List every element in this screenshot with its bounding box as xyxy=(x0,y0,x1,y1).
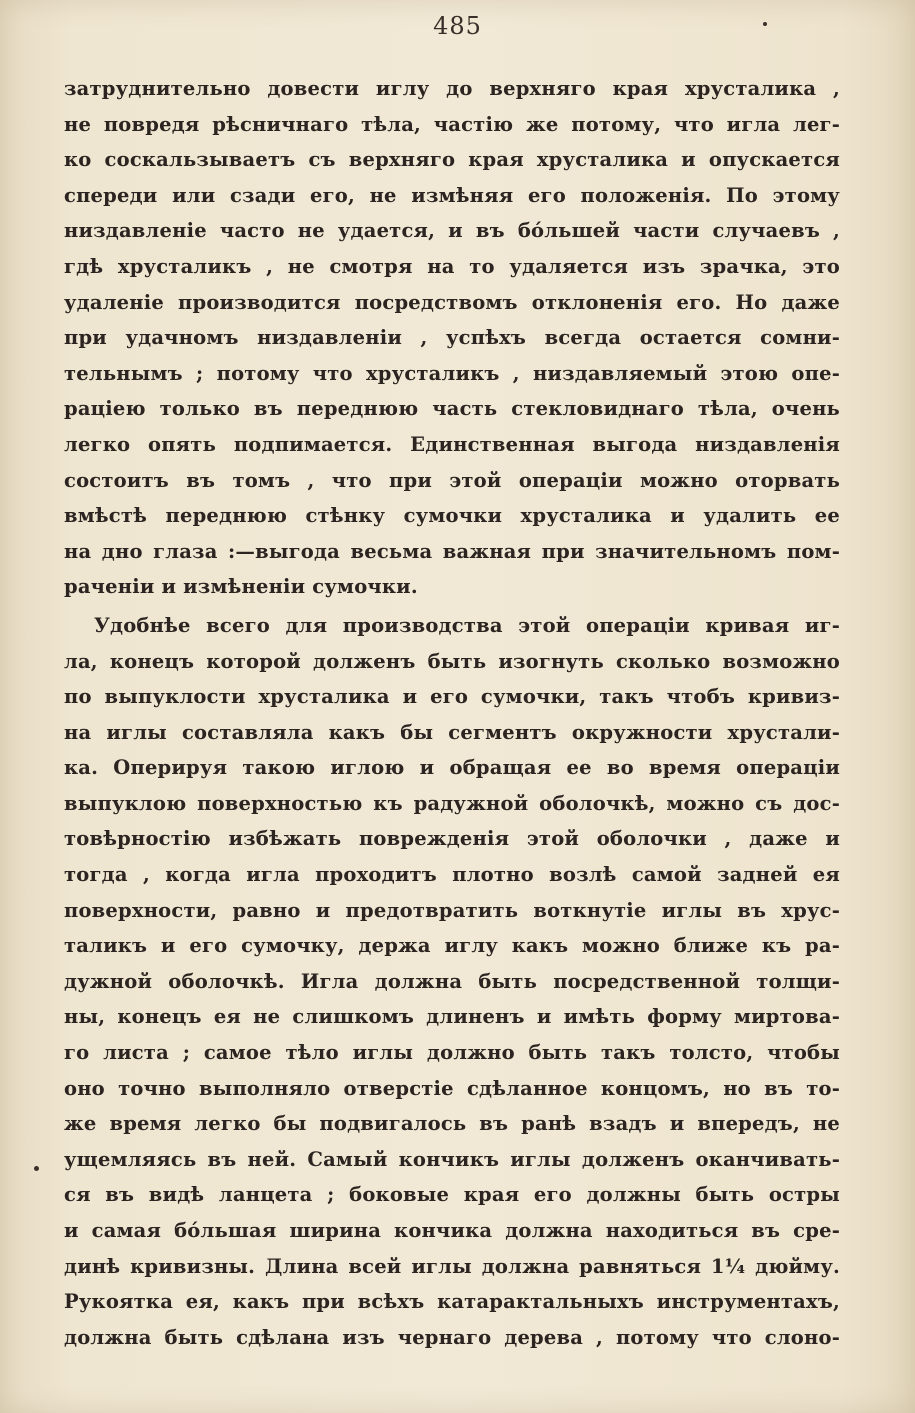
text-line: должна быть сдѣлана изъ чернаго дерева , потому что слоно- xyxy=(64,1325,840,1349)
text-line: раченіи и измѣненіи сумочки. xyxy=(64,575,418,599)
text-line: ла, конецъ которой долженъ быть изогнуть сколько возможно xyxy=(64,649,840,673)
text-line: легко опять подпимается. Единственная выгода низдавленія xyxy=(64,432,840,456)
ink-speck xyxy=(34,1166,39,1171)
text-line: же время легко бы подвигалось въ ранѣ взадъ и впередъ, не xyxy=(64,1112,840,1136)
text-line: ся въ видѣ ланцета ; боковые края его должны быть остры xyxy=(64,1183,840,1207)
text-line: Удобнѣе всего для производства этой операціи кривая иг- xyxy=(94,613,840,637)
text-line: товѣрностію избѣжать поврежденія этой оболочки , даже и xyxy=(64,827,840,851)
text-line: удаленіе производится посредствомъ отклоненія его. Но даже xyxy=(64,290,840,314)
text-line: тогда , когда игла проходитъ плотно возлѣ самой задней ея xyxy=(64,863,840,887)
text-line: состоитъ въ томъ , что при этой операціи можно оторвать xyxy=(64,468,840,492)
text-line: поверхности, равно и предотвратить воткнутіе иглы въ хрус- xyxy=(64,898,840,922)
text-line: раціею только въ переднюю часть стекловиднаго тѣла, очень xyxy=(64,397,840,421)
text-line: тельнымъ ; потому что хрусталикъ , низдавляемый этою опе- xyxy=(64,361,840,385)
text-line: ка. Оперируя такою иглою и обращая ее во время операціи xyxy=(64,756,840,780)
text-line: оно точно выполняло отверстіе сдѣланное концомъ, но въ то- xyxy=(64,1076,840,1100)
text-line: динѣ кривизны. Длина всей иглы должна равняться 1¼ дюйму. xyxy=(64,1254,840,1278)
text-line: го листа ; самое тѣло иглы должно быть такъ толсто, чтобы xyxy=(64,1041,840,1065)
ink-speck xyxy=(763,22,767,26)
text-line: спереди или сзади его, не измѣняя его положенія. По этому xyxy=(64,183,840,207)
text-line: ко соскальзываетъ съ верхняго края хрусталика и опускается xyxy=(64,148,840,172)
text-line: ущемляясь въ ней. Самый кончикъ иглы долженъ оканчивать- xyxy=(64,1147,840,1171)
paragraph-2 xyxy=(64,608,840,1355)
text-line: на дно глаза :—выгода весьма важная при значительномъ пом- xyxy=(64,539,840,563)
text-line: по выпуклости хрусталика и его сумочки, такъ чтобъ кривиз- xyxy=(64,685,840,709)
text-line: не повредя рѣсничнаго тѣла, частію же потому, что игла лег- xyxy=(64,112,840,136)
text-line: низдавленіе часто не удается, и въ бо́льшей части случаевъ , xyxy=(64,219,840,243)
body-text xyxy=(64,71,840,1355)
text-line: затруднительно довести иглу до верхняго края хрусталика , xyxy=(64,77,840,100)
text-line: гдѣ хрусталикъ , не смотря на то удаляется изъ зрачка, это xyxy=(64,254,840,278)
text-line: на иглы составляла какъ бы сегментъ окружности хрустали- xyxy=(64,720,840,744)
text-line: таликъ и его сумочку, держа иглу какъ можно ближе къ ра- xyxy=(64,934,840,958)
text-line: дужной оболочкѣ. Игла должна быть посредственной толщи- xyxy=(64,969,840,993)
text-line: и самая бо́льшая ширина кончика должна находиться въ сре- xyxy=(64,1219,840,1242)
text-line: ны, конецъ ея не слишкомъ длиненъ и имѣть форму миртова- xyxy=(64,1005,840,1029)
text-line: при удачномъ низдавленіи , успѣхъ всегда остается сомни- xyxy=(64,326,840,350)
text-line: вмѣстѣ переднюю стѣнку сумочки хрусталика и удалить ее xyxy=(64,504,840,528)
text-line: Рукоятка ея, какъ при всѣхъ катарактальныхъ инструментахъ, xyxy=(64,1290,840,1314)
page-number: 485 xyxy=(433,12,482,40)
paragraph-1 xyxy=(64,71,840,605)
text-line: выпуклою поверхностью къ радужной оболочкѣ, можно съ дос- xyxy=(64,791,840,815)
